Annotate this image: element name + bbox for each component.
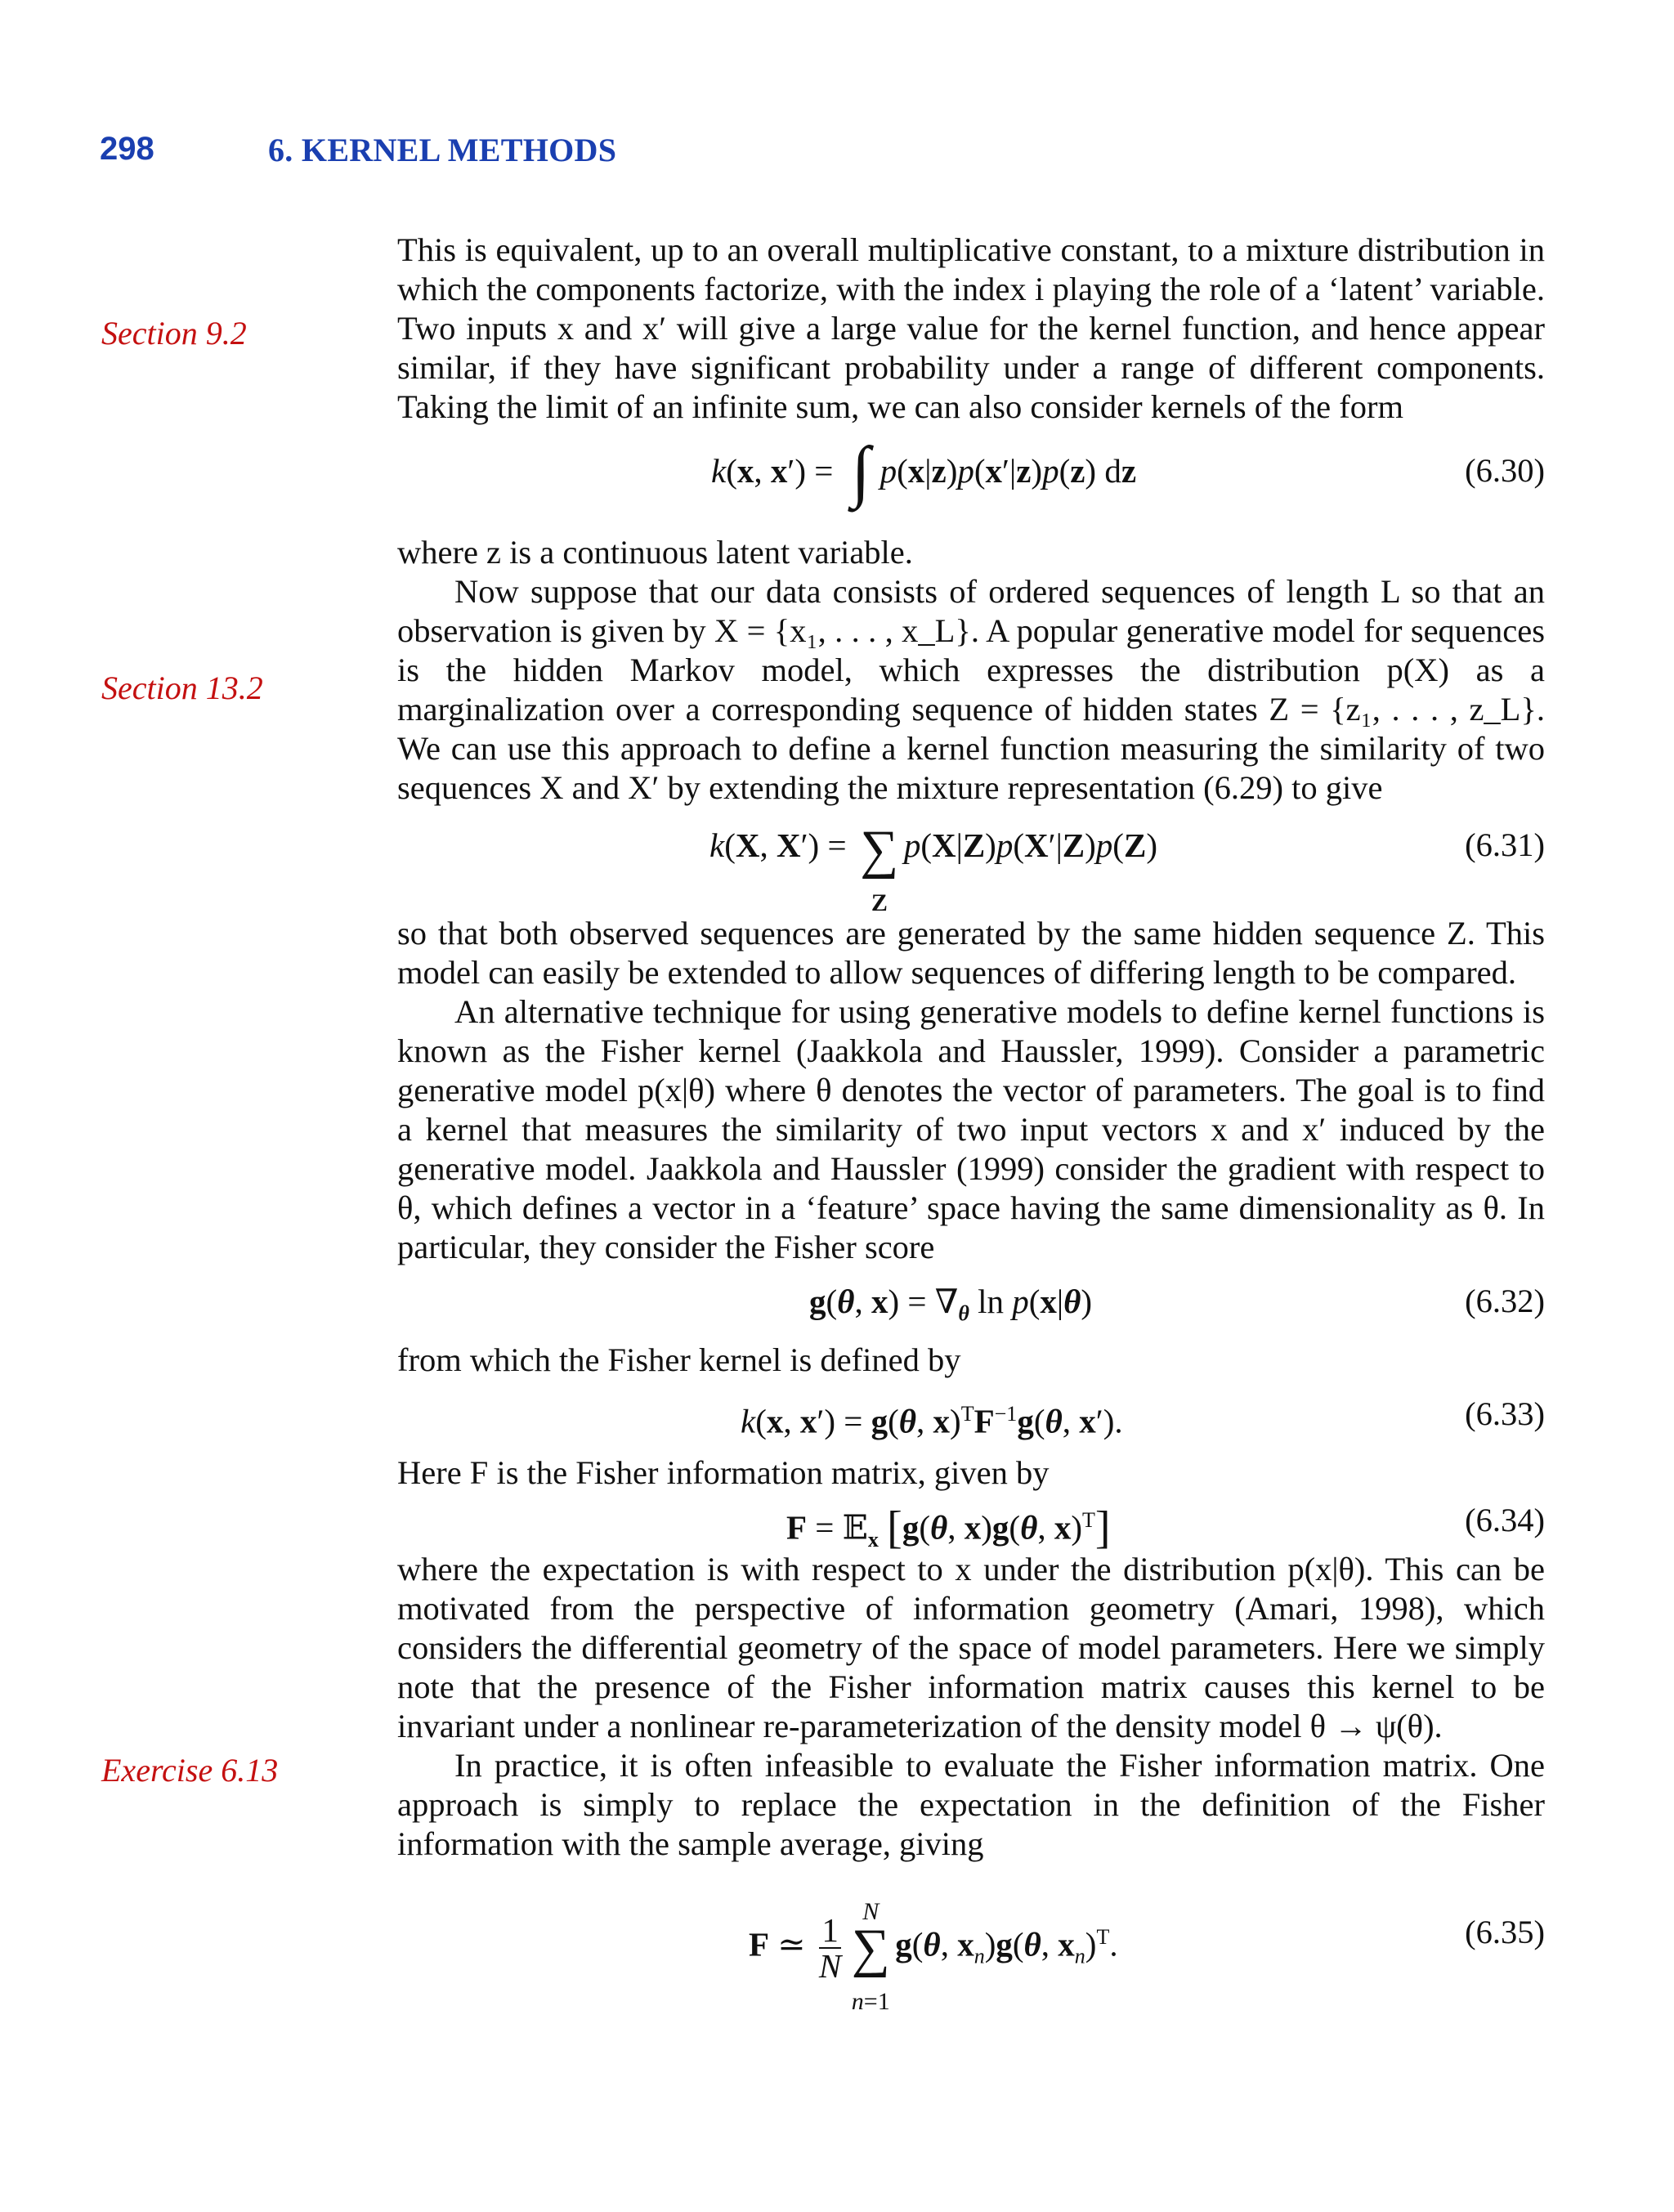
page-number: 298 (100, 131, 154, 167)
equation-6-34 (397, 1493, 1545, 1553)
paragraph-9: In practice, it is often infeasible to evaluate the Fisher information matrix. One approach is simply to replace the expectation in the definition of the Fisher information with the sample average, giving (397, 1747, 1545, 1862)
equation-6-34-body: F = 𝔼$_x$ [g(θ, x)g(θ, x)$^T$] (786, 1502, 1111, 1553)
equation-6-30 (397, 427, 1545, 533)
equation-6-31 (397, 808, 1545, 914)
equation-6-30-body: k(x, x′) = ∫ p(x|z)p(x′|z)p(z) dz (711, 433, 1137, 509)
equation-6-35 (397, 1864, 1545, 2015)
margin-note-section-13-2[interactable]: Section 13.2 (101, 669, 263, 706)
chapter-title: 6. KERNEL METHODS (268, 132, 617, 168)
equation-number: (6.33) (1465, 1395, 1545, 1432)
paragraph-4: so that both observed sequences are generated by the same hidden sequence Z. This model can easily be extended to allow sequences of differing length to be compared. (397, 915, 1545, 991)
equation-number: (6.32) (1465, 1283, 1545, 1319)
margin-note-exercise-6-13[interactable]: Exercise 6.13 (101, 1752, 279, 1789)
paragraph-7: Here F is the Fisher information matrix, given by (397, 1454, 1050, 1491)
equation-6-32-body: g(θ, $x) = \nabla_\theta$ ln p(x|θ) (809, 1283, 1093, 1326)
equation-6-35-body: F ≃ $\frac{1}{N}$ N ∑ n=1 g(θ, $x_n)g(\theta$, $x_n)^T$. (749, 1898, 1118, 2015)
equation-number: (6.31) (1465, 826, 1545, 863)
paragraph-3: Now suppose that our data consists of ordered sequences of length L so that an observation is given by X = {x₁, . . . , x_L}. A popular generative model for sequences is the hidden Markov model, which expresses the distribution p(X) as a marginalization over a corresponding sequence of hidden states Z = {z₁, . . . , z_L}. We can use this approach to define a kernel function measuring the similarity of two sequences X and X′ by extending the mixture representation (6.29) to give (397, 573, 1545, 806)
equation-6-33 (397, 1380, 1545, 1453)
running-header (0, 131, 1674, 180)
paragraph-8: where the expectation is with respect to x under the distribution p(x|θ). This can be motivated from the perspective of information geometry (Amari, 1998), which considers the differential geometry of the space of model parameters. Here we simply note that the presence of the Fisher information matrix causes this kernel to be invariant under a nonlinear re-parameterization of the density model θ → ψ(θ). (397, 1551, 1545, 1744)
paragraph-2: where z is a continuous latent variable. (397, 534, 913, 571)
equation-6-32 (397, 1267, 1545, 1341)
paragraph-6: from which the Fisher kernel is defined by (397, 1341, 961, 1378)
main-text (397, 231, 1545, 2015)
equation-number: (6.34) (1465, 1502, 1545, 1538)
equation-6-33-body: k(x, x′) = g(θ, $x)^TF^{-1}g(\theta$, x′). (741, 1402, 1123, 1440)
fraction: $\frac{1}{N}$ (818, 1911, 842, 1985)
paragraph-1: This is equivalent, up to an overall multiplicative constant, to a mixture distribution in which the components factorize, with the index i playing the role of a ‘latent’ variable. Two inputs x and x′ will give a large value for the kernel function, and hence appear similar, if they have significant probability under a range of different components. Taking the limit of an infinite sum, we can also consider kernels of the form (397, 231, 1545, 425)
paragraph-5: An alternative technique for using generative models to define kernel functions is known as the Fisher kernel (Jaakkola and Haussler, 1999). Consider a parametric generative model p(x|θ) where θ denotes the vector of parameters. The goal is to find a kernel that measures the similarity of two input vectors x and x′ induced by the generative model. Jaakkola and Haussler (1999) consider the gradient with respect to θ, which defines a vector in a ‘feature’ space having the same dimensionality as θ. In particular, they consider the Fisher score (397, 993, 1545, 1265)
equation-number: (6.30) (1465, 452, 1545, 489)
equation-6-31-body: k(X, X′) = ∑ Z p(X|Z)p(X′|Z)p(Z) (709, 819, 1157, 916)
margin-note-section-9-2[interactable]: Section 9.2 (101, 315, 247, 352)
equation-number: (6.35) (1465, 1914, 1545, 1950)
